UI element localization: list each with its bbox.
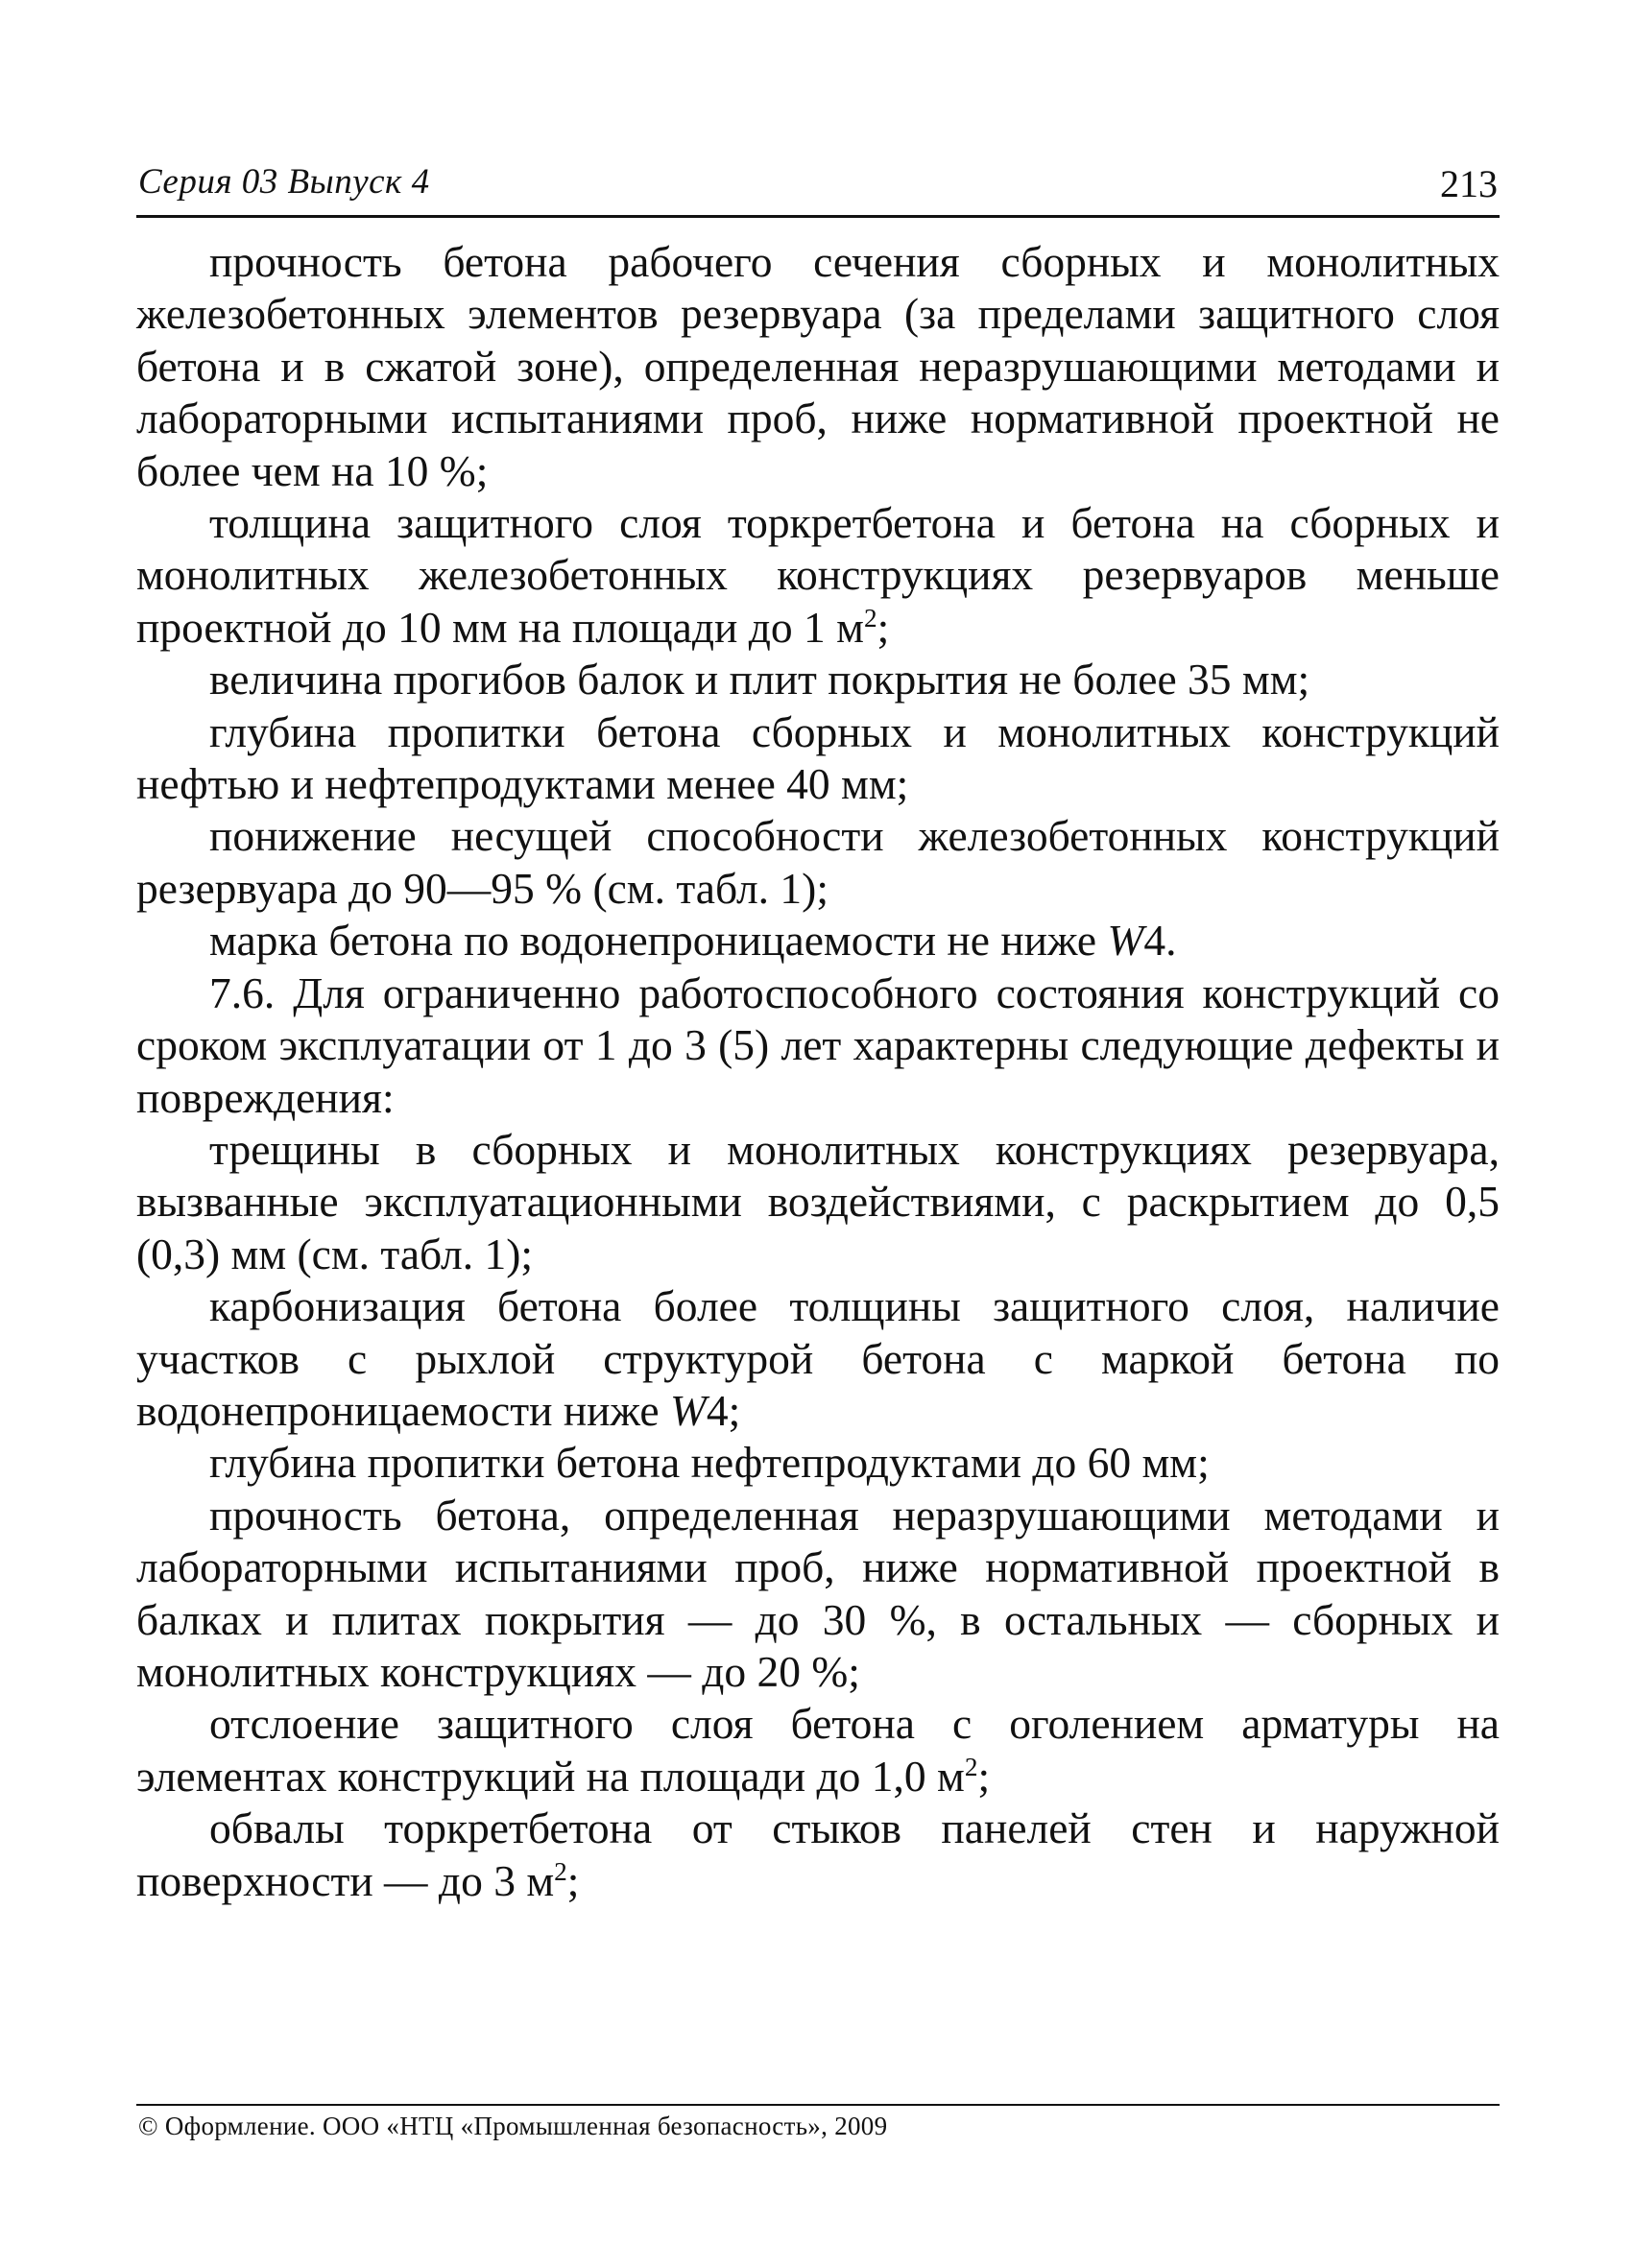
paragraph-protective-layer-thickness: толщина защитного слоя торкретбетона и бетона на сборных и монолитных железобетонных конструкциях резервуаров меньше проектной до 10 мм на площади до 1 $м^2$; (136, 498, 1500, 652)
paragraph-water-resistance-grade: марка бетона по водонепроницаемости не ниже W4. (209, 916, 1177, 966)
copyright-footer: © Оформление. ООО «НТЦ «Промышленная безопасность», 2009 (138, 2112, 888, 2140)
paragraph-shotcrete-collapse: обвалы торкретбетона от стыков панелей стен и наружной поверхности — до 3 $м^2$; (136, 1803, 1500, 1905)
series-issue-label: Серия 03 Выпуск 4 (138, 162, 430, 202)
paragraph-bearing-capacity: понижение несущей способности железобетонных конструкций резервуара до 90—95 % (см. табл. 1); (136, 811, 1500, 913)
paragraph-strength-reduction: прочность бетона, определенная неразрушающими методами и лабораторными испытаниями проб, ниже нормативной проектной в балках и плитах покрытия — до 30 %, в остальных — сборных и монолитных конструкциях — до 20 %; (136, 1490, 1500, 1696)
paragraph-carbonation: карбонизация бетона более толщины защитного слоя, наличие участков с рыхлой структурой бетона с маркой бетона по водонепроницаемости ниже W4; (136, 1281, 1500, 1435)
body-text (136, 236, 1500, 1907)
document-page (136, 0, 1500, 2268)
header-divider (136, 215, 1500, 218)
paragraph-petroleum-impregnation: глубина пропитки бетона нефтепродуктами до 60 мм; (209, 1438, 1210, 1488)
paragraph-cracks: трещины в сборных и монолитных конструкциях резервуара, вызванные эксплуатационными воздействиями, с раскрытием до 0,5 (0,3) мм (см. табл. 1); (136, 1124, 1500, 1278)
paragraph-section-7-6: 7.6. Для ограниченно работоспособного состояния конструкций со сроком эксплуатации от 1 до 3 (5) лет характерны следующие дефекты и повреждения: (136, 967, 1500, 1122)
running-header (136, 161, 1500, 219)
paragraph-spalling: отслоение защитного слоя бетона с оголением арматуры на элементах конструкций на площади до 1,0 $м^2$; (136, 1699, 1500, 1801)
footer-divider (136, 2104, 1500, 2106)
paragraph-deflection: величина прогибов балок и плит покрытия не более 35 мм; (209, 655, 1310, 704)
paragraph-impregnation-depth: глубина пропитки бетона сборных и монолитных конструкций нефтью и нефтепродуктами менее 40 мм; (136, 706, 1500, 809)
paragraph-concrete-strength: прочность бетона рабочего сечения сборных и монолитных железобетонных элементов резервуара (за пределами защитного слоя бетона и в сжатой зоне), определенная неразрушающими методами и лабораторными испытаниями проб, ниже нормативной проектной не более чем на 10 %; (136, 237, 1500, 495)
page-number: 213 (1440, 162, 1498, 205)
